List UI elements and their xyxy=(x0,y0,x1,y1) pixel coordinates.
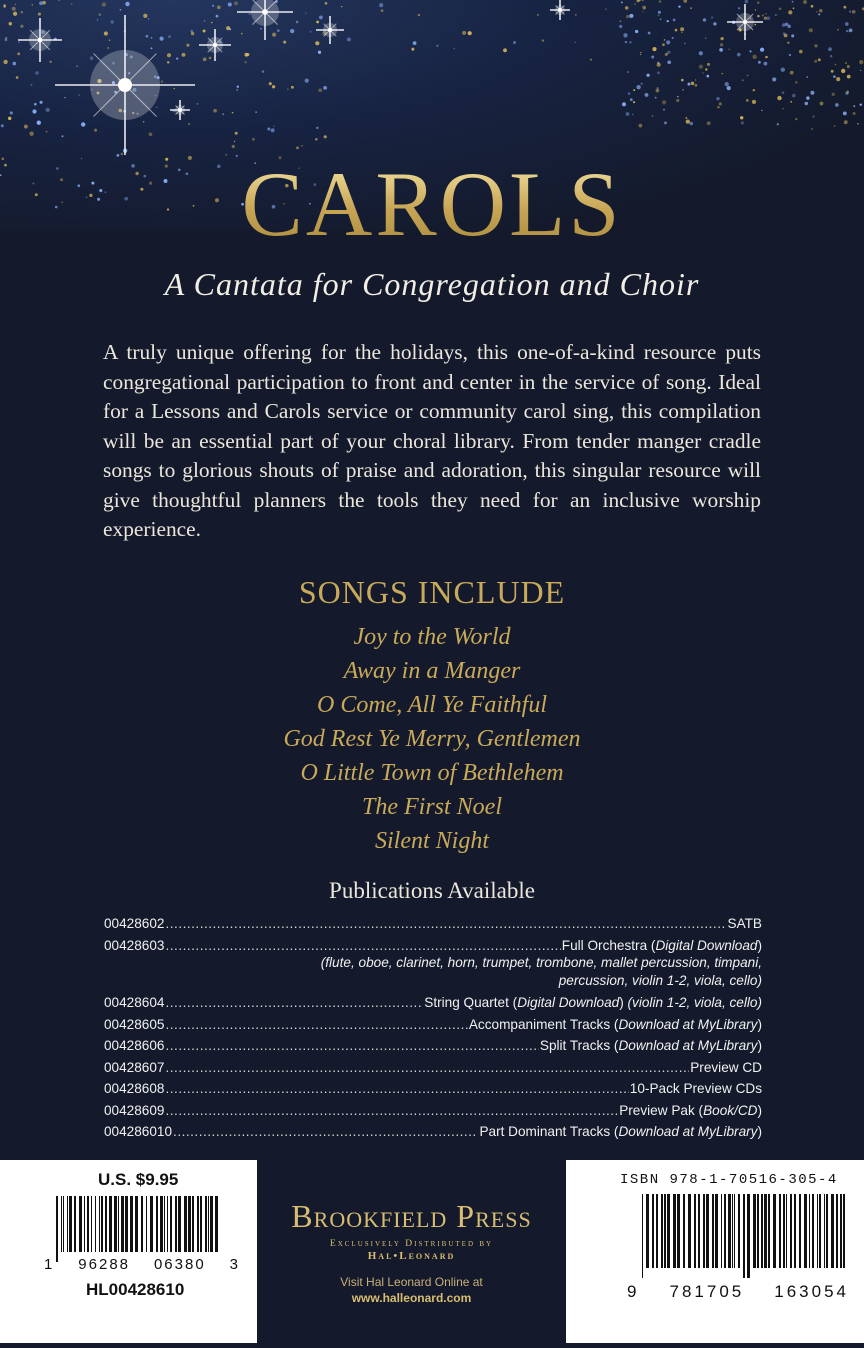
publication-row xyxy=(104,1121,762,1143)
song-item: Away in a Manger xyxy=(343,658,521,684)
brookfield-press-logo: Brookfield Press xyxy=(291,1198,532,1234)
product-description: Accompaniment Tracks (Download at MyLibrary) xyxy=(468,1016,762,1032)
website-info: Visit Hal Leonard Online at www.halleonard.com xyxy=(257,1274,566,1306)
product-code: 00428608 xyxy=(104,1081,165,1096)
product-code: 00428603 xyxy=(104,937,165,953)
product-code: 004286010 xyxy=(104,1124,173,1139)
upc-digits: 1 96288 06380 3 xyxy=(44,1256,240,1273)
publications-list xyxy=(104,913,762,1143)
product-description: SATB xyxy=(727,916,762,931)
song-list xyxy=(0,620,864,858)
publication-row xyxy=(104,1100,762,1122)
product-description: Preview CD xyxy=(690,1059,762,1075)
hal-leonard-logo: Hal•Leonard xyxy=(367,1250,456,1262)
publication-row xyxy=(104,935,762,957)
book-title: CAROLS xyxy=(0,158,864,250)
distribution-line: Exclusively Distributed by Hal•Leonard xyxy=(329,1239,494,1262)
product-code: 00428605 xyxy=(104,1016,165,1032)
product-code: 00428602 xyxy=(104,916,165,931)
product-description: String Quartet (Digital Download) (violin 1-2, viola, cello) xyxy=(424,995,762,1010)
song-item: Silent Night xyxy=(375,828,489,854)
publication-row xyxy=(104,1035,762,1057)
book-description: A truly unique offering for the holidays, this one-of-a-kind resource puts congregational participation to front and center in the service of song. Ideal for a Lessons and Carols service or community carol sing, this compilation will be an essential part of your choral library. From tender manger cradle songs to glorious shouts of praise and adoration, this singular resource will give thoughtful planners the tools they need for an inclusive worship experience. xyxy=(103,340,761,541)
song-item: The First Noel xyxy=(361,794,502,820)
product-description: Preview Pak (Book/CD) xyxy=(619,1102,762,1118)
product-description: Part Dominant Tracks (Download at MyLibrary) xyxy=(479,1124,762,1139)
price-label: U.S. $9.95 xyxy=(98,1170,179,1189)
product-code: 00428606 xyxy=(104,1038,165,1053)
song-item: O Little Town of Bethlehem xyxy=(300,760,564,786)
orchestra-instrumentation: (flute, oboe, clarinet, horn, trumpet, trombone, mallet percussion, timpani, percussion, violin 1-2, viola, cello) xyxy=(320,955,762,988)
website-link[interactable]: www.halleonard.com xyxy=(351,1291,472,1305)
product-description: Full Orchestra (Digital Download) xyxy=(561,937,762,953)
song-item: God Rest Ye Merry, Gentlemen xyxy=(283,726,581,752)
publications-heading: Publications Available xyxy=(329,878,535,903)
hl-product-code: HL00428610 xyxy=(86,1280,185,1299)
song-item: Joy to the World xyxy=(353,624,511,650)
publication-row xyxy=(104,1078,762,1100)
isbn-label: ISBN 978-1-70516-305-4 xyxy=(620,1172,838,1188)
publication-row xyxy=(104,1014,762,1036)
song-item: O Come, All Ye Faithful xyxy=(316,692,547,718)
product-code: 00428609 xyxy=(104,1102,165,1118)
product-code: 00428607 xyxy=(104,1059,165,1075)
publication-row xyxy=(104,1057,762,1079)
book-subtitle: A Cantata for Congregation and Choir xyxy=(164,266,700,302)
product-code: 00428604 xyxy=(104,995,165,1010)
product-description: 10-Pack Preview CDs xyxy=(629,1081,762,1096)
songs-heading: SONGS INCLUDE xyxy=(298,574,566,610)
publication-row xyxy=(104,913,762,935)
product-description: Split Tracks (Download at MyLibrary) xyxy=(539,1038,762,1053)
isbn-digits: 9 781705 163054 xyxy=(627,1282,849,1301)
publication-row xyxy=(104,992,762,1014)
